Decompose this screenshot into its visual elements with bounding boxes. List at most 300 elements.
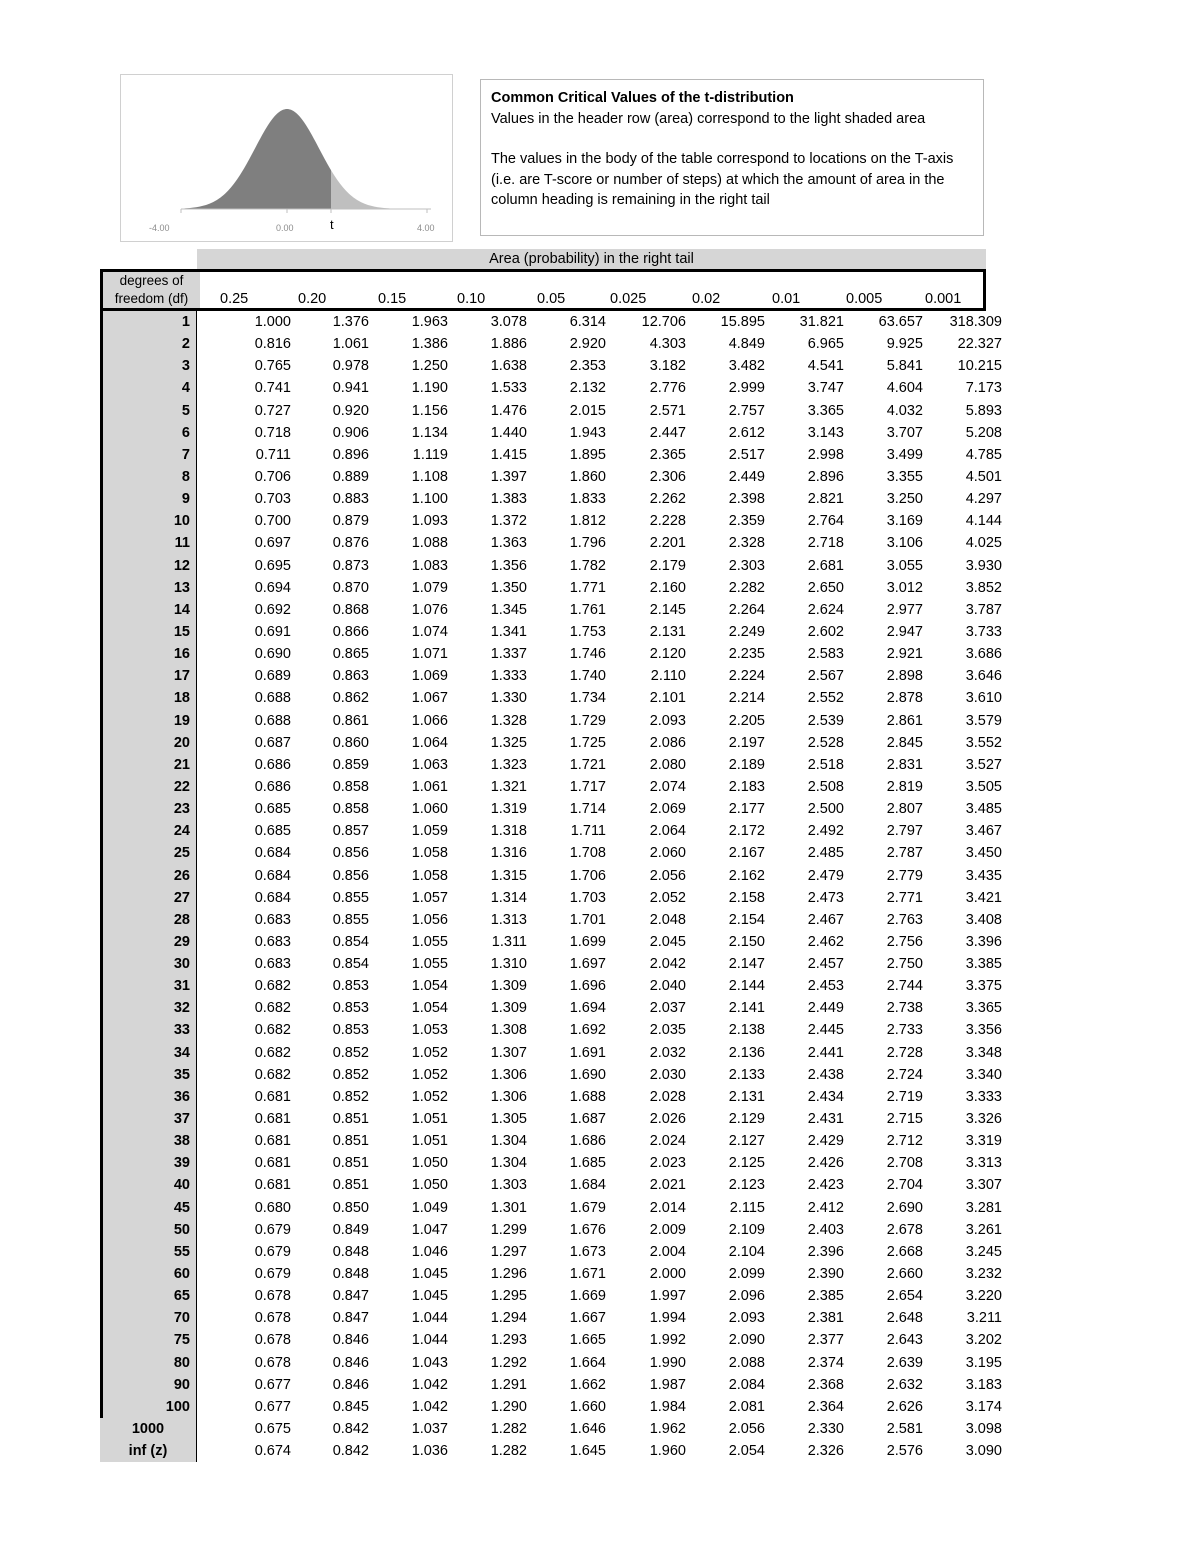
value-cell: 1.051 xyxy=(411,1111,448,1128)
value-cell: 2.132 xyxy=(569,380,606,397)
value-cell: 0.842 xyxy=(332,1421,369,1437)
value-cell: 0.852 xyxy=(332,1044,369,1061)
value-cell: 0.681 xyxy=(254,1111,291,1128)
df-cell: 20 xyxy=(173,734,190,751)
df-cell: 7 xyxy=(181,446,190,463)
table-row xyxy=(100,665,1002,687)
value-cell: 0.741 xyxy=(254,380,291,397)
value-cell: 1.311 xyxy=(491,933,527,950)
value-cell: 1.337 xyxy=(490,646,527,663)
value-cell: 2.438 xyxy=(807,1066,844,1083)
value-cell: 2.145 xyxy=(649,601,686,618)
value-cell: 2.147 xyxy=(728,956,765,973)
value-cell: 1.782 xyxy=(569,557,606,574)
value-cell: 3.787 xyxy=(965,601,1002,618)
value-cell: 2.141 xyxy=(728,1000,765,1017)
value-cell: 1.299 xyxy=(490,1221,527,1238)
table-row xyxy=(100,444,1002,466)
value-cell: 1.691 xyxy=(569,1044,606,1061)
value-cell: 1.990 xyxy=(649,1354,686,1371)
value-cell: 1.833 xyxy=(569,491,606,508)
value-cell: 0.854 xyxy=(332,956,369,973)
value-cell: 2.719 xyxy=(886,1088,923,1105)
value-cell: 1.796 xyxy=(569,535,606,552)
value-cell: 1.050 xyxy=(411,1155,448,1172)
value-cell: 2.101 xyxy=(649,690,686,707)
value-cell: 3.610 xyxy=(965,690,1002,707)
value-cell: 1.701 xyxy=(569,911,606,928)
table-row xyxy=(100,643,1002,665)
value-cell: 2.129 xyxy=(728,1111,765,1128)
value-cell: 1.037 xyxy=(411,1421,448,1437)
value-cell: 0.879 xyxy=(332,513,369,530)
value-cell: 2.037 xyxy=(649,1000,686,1017)
value-cell: 2.690 xyxy=(886,1199,923,1216)
value-cell: 2.042 xyxy=(649,956,686,973)
value-cell: 1.303 xyxy=(490,1177,527,1194)
value-cell: 4.849 xyxy=(728,336,765,353)
value-cell: 2.189 xyxy=(728,756,765,773)
value-cell: 1.706 xyxy=(569,867,606,884)
table-row xyxy=(100,754,1002,776)
value-cell: 2.015 xyxy=(569,402,606,419)
value-cell: 0.700 xyxy=(254,513,291,530)
df-header-line2: freedom (df) xyxy=(114,291,189,306)
value-cell: 4.297 xyxy=(965,491,1002,508)
df-cell: 65 xyxy=(173,1288,190,1305)
value-cell: 0.689 xyxy=(254,668,291,685)
df-cell: 50 xyxy=(173,1221,190,1238)
value-cell: 1.962 xyxy=(649,1421,686,1437)
value-cell: 1.717 xyxy=(569,778,606,795)
df-cell: 33 xyxy=(173,1022,190,1039)
df-header xyxy=(103,272,200,308)
value-cell: 3.408 xyxy=(965,911,1002,928)
value-cell: 3.365 xyxy=(965,1000,1002,1017)
value-cell: 1.056 xyxy=(411,911,448,928)
value-cell: 0.685 xyxy=(254,823,291,840)
value-cell: 2.326 xyxy=(807,1443,844,1460)
value-cell: 2.462 xyxy=(807,933,844,950)
value-cell: 2.183 xyxy=(728,778,765,795)
value-cell: 2.093 xyxy=(649,712,686,729)
value-cell: 2.385 xyxy=(807,1288,844,1305)
value-cell: 2.708 xyxy=(886,1155,923,1172)
table-row xyxy=(100,820,1002,842)
value-cell: 3.245 xyxy=(965,1243,1002,1260)
t-curve-right-tail-area xyxy=(331,170,431,209)
value-cell: 2.303 xyxy=(728,557,765,574)
value-cell: 3.098 xyxy=(965,1421,1002,1437)
value-cell: 1.055 xyxy=(411,956,448,973)
df-cell: inf (z) xyxy=(100,1440,197,1462)
value-cell: 0.870 xyxy=(332,579,369,596)
table-row xyxy=(100,621,1002,643)
value-cell: 2.328 xyxy=(728,535,765,552)
value-cell: 0.678 xyxy=(254,1332,291,1349)
value-cell: 2.624 xyxy=(807,601,844,618)
value-cell: 2.084 xyxy=(728,1376,765,1393)
value-cell: 2.977 xyxy=(886,601,923,618)
value-cell: 2.457 xyxy=(807,956,844,973)
value-cell: 1.383 xyxy=(490,491,527,508)
value-cell: 1.943 xyxy=(569,424,606,441)
value-cell: 2.441 xyxy=(807,1044,844,1061)
value-cell: 1.963 xyxy=(411,314,448,330)
value-cell: 0.866 xyxy=(332,623,369,640)
value-cell: 2.668 xyxy=(886,1243,923,1260)
table-row xyxy=(100,1418,1002,1440)
value-cell: 0.855 xyxy=(332,911,369,928)
value-cell: 0.678 xyxy=(254,1354,291,1371)
df-cell: 17 xyxy=(173,668,190,685)
value-cell: 1.771 xyxy=(569,579,606,596)
value-cell: 1.134 xyxy=(411,424,448,441)
value-cell: 2.123 xyxy=(728,1177,765,1194)
value-cell: 3.183 xyxy=(965,1376,1002,1393)
value-cell: 1.053 xyxy=(411,1022,448,1039)
value-cell: 0.851 xyxy=(332,1111,369,1128)
df-cell: 40 xyxy=(173,1177,190,1194)
df-cell: 6 xyxy=(181,424,190,441)
df-cell: 29 xyxy=(173,933,190,950)
value-cell: 2.074 xyxy=(649,778,686,795)
value-cell: 2.167 xyxy=(728,845,765,862)
column-header: 0.05 xyxy=(537,291,566,307)
value-cell: 3.385 xyxy=(965,956,1002,973)
value-cell: 1.397 xyxy=(490,468,527,485)
value-cell: 3.281 xyxy=(965,1199,1002,1216)
df-cell: 12 xyxy=(173,557,190,574)
value-cell: 0.856 xyxy=(332,845,369,862)
value-cell: 1.356 xyxy=(490,557,527,574)
table-row xyxy=(100,1263,1002,1285)
value-cell: 1.000 xyxy=(254,314,291,330)
value-cell: 0.682 xyxy=(254,978,291,995)
value-cell: 2.127 xyxy=(728,1133,765,1150)
value-cell: 22.327 xyxy=(957,336,1002,353)
table-row xyxy=(100,488,1002,510)
value-cell: 1.321 xyxy=(490,778,527,795)
value-cell: 1.664 xyxy=(569,1354,606,1371)
value-cell: 1.895 xyxy=(569,446,606,463)
df-cell: 28 xyxy=(173,911,190,928)
value-cell: 0.686 xyxy=(254,756,291,773)
df-cell: 35 xyxy=(173,1066,190,1083)
value-cell: 1.363 xyxy=(490,535,527,552)
value-cell: 0.684 xyxy=(254,889,291,906)
value-cell: 2.028 xyxy=(649,1088,686,1105)
value-cell: 2.249 xyxy=(728,623,765,640)
table-row xyxy=(100,1307,1002,1329)
value-cell: 1.282 xyxy=(490,1443,527,1460)
value-cell: 1.069 xyxy=(411,668,448,685)
value-cell: 1.301 xyxy=(490,1199,527,1216)
value-cell: 2.412 xyxy=(807,1199,844,1216)
value-cell: 0.865 xyxy=(332,646,369,663)
table-row xyxy=(100,1042,1002,1064)
value-cell: 3.482 xyxy=(728,358,765,375)
value-cell: 4.604 xyxy=(886,380,923,397)
value-cell: 2.040 xyxy=(649,978,686,995)
value-cell: 0.678 xyxy=(254,1288,291,1305)
value-cell: 2.831 xyxy=(886,756,923,773)
value-cell: 0.679 xyxy=(254,1243,291,1260)
value-cell: 1.372 xyxy=(490,513,527,530)
value-cell: 0.852 xyxy=(332,1088,369,1105)
value-cell: 1.076 xyxy=(411,601,448,618)
value-cell: 2.390 xyxy=(807,1266,844,1283)
value-cell: 1.058 xyxy=(411,867,448,884)
value-cell: 0.687 xyxy=(254,734,291,751)
df-cell: 4 xyxy=(181,380,190,397)
value-cell: 0.684 xyxy=(254,867,291,884)
value-cell: 1.064 xyxy=(411,734,448,751)
df-cell: 10 xyxy=(173,513,190,530)
table-row xyxy=(100,953,1002,975)
value-cell: 0.861 xyxy=(332,712,369,729)
value-cell: 0.690 xyxy=(254,646,291,663)
value-cell: 1.304 xyxy=(490,1155,527,1172)
value-cell: 2.048 xyxy=(649,911,686,928)
column-header: 0.001 xyxy=(925,291,962,307)
df-cell: 30 xyxy=(173,956,190,973)
value-cell: 2.654 xyxy=(886,1288,923,1305)
value-cell: 2.262 xyxy=(649,491,686,508)
table-row xyxy=(100,1241,1002,1263)
df-cell: 19 xyxy=(173,712,190,729)
df-cell: 27 xyxy=(173,889,190,906)
value-cell: 1.108 xyxy=(411,468,448,485)
value-cell: 1.293 xyxy=(490,1332,527,1349)
value-cell: 3.232 xyxy=(965,1266,1002,1283)
value-cell: 1.673 xyxy=(569,1243,606,1260)
value-cell: 2.602 xyxy=(807,623,844,640)
value-cell: 1.679 xyxy=(569,1199,606,1216)
value-cell: 3.467 xyxy=(965,823,1002,840)
value-cell: 1.052 xyxy=(411,1044,448,1061)
value-cell: 1.708 xyxy=(569,845,606,862)
value-cell: 1.386 xyxy=(411,336,448,353)
value-cell: 2.467 xyxy=(807,911,844,928)
value-cell: 2.528 xyxy=(807,734,844,751)
value-cell: 6.965 xyxy=(807,336,844,353)
column-header: 0.01 xyxy=(772,291,801,307)
value-cell: 2.447 xyxy=(649,424,686,441)
value-cell: 2.377 xyxy=(807,1332,844,1349)
table-header-row xyxy=(100,269,986,311)
value-cell: 2.733 xyxy=(886,1022,923,1039)
value-cell: 2.086 xyxy=(649,734,686,751)
value-cell: 3.012 xyxy=(886,579,923,596)
value-cell: 0.851 xyxy=(332,1177,369,1194)
table-row xyxy=(100,510,1002,532)
value-cell: 2.131 xyxy=(649,623,686,640)
value-cell: 1.054 xyxy=(411,978,448,995)
df-cell: 18 xyxy=(173,690,190,707)
value-cell: 1.690 xyxy=(569,1066,606,1083)
value-cell: 1.341 xyxy=(490,623,527,640)
info-box xyxy=(480,79,984,236)
value-cell: 0.876 xyxy=(332,535,369,552)
value-cell: 0.682 xyxy=(254,1022,291,1039)
value-cell: 2.434 xyxy=(807,1088,844,1105)
value-cell: 2.158 xyxy=(728,889,765,906)
value-cell: 3.261 xyxy=(965,1221,1002,1238)
value-cell: 2.403 xyxy=(807,1221,844,1238)
value-cell: 0.683 xyxy=(254,956,291,973)
df-cell: 31 xyxy=(173,978,190,995)
table-row xyxy=(100,1374,1002,1396)
table-row xyxy=(100,355,1002,377)
value-cell: 2.056 xyxy=(649,867,686,884)
value-cell: 1.060 xyxy=(411,801,448,818)
value-cell: 1.059 xyxy=(411,823,448,840)
value-cell: 0.863 xyxy=(332,668,369,685)
value-cell: 2.449 xyxy=(807,1000,844,1017)
value-cell: 1.307 xyxy=(490,1044,527,1061)
value-cell: 0.920 xyxy=(332,402,369,419)
df-cell: 70 xyxy=(173,1310,190,1327)
value-cell: 3.421 xyxy=(965,889,1002,906)
value-cell: 1.667 xyxy=(569,1310,606,1327)
df-cell: 15 xyxy=(173,623,190,640)
value-cell: 0.853 xyxy=(332,1000,369,1017)
value-cell: 2.660 xyxy=(886,1266,923,1283)
t-distribution-plot xyxy=(121,75,452,241)
value-cell: 0.681 xyxy=(254,1155,291,1172)
value-cell: 2.264 xyxy=(728,601,765,618)
table-row xyxy=(100,887,1002,909)
value-cell: 2.024 xyxy=(649,1133,686,1150)
value-cell: 1.292 xyxy=(490,1354,527,1371)
value-cell: 2.054 xyxy=(728,1443,765,1460)
value-cell: 2.115 xyxy=(729,1199,765,1216)
value-cell: 1.083 xyxy=(411,557,448,574)
value-cell: 0.883 xyxy=(332,491,369,508)
value-cell: 2.120 xyxy=(649,646,686,663)
value-cell: 1.729 xyxy=(569,712,606,729)
table-row xyxy=(100,1219,1002,1241)
table-row xyxy=(100,1440,1002,1462)
value-cell: 2.381 xyxy=(807,1310,844,1327)
value-cell: 1.315 xyxy=(490,867,527,884)
table-row xyxy=(100,1019,1002,1041)
value-cell: 1.960 xyxy=(649,1443,686,1460)
value-cell: 2.429 xyxy=(807,1133,844,1150)
value-cell: 3.319 xyxy=(965,1133,1002,1150)
value-cell: 1.051 xyxy=(411,1133,448,1150)
table-row xyxy=(100,842,1002,864)
value-cell: 1.079 xyxy=(411,579,448,596)
value-cell: 2.032 xyxy=(649,1044,686,1061)
value-cell: 0.858 xyxy=(332,778,369,795)
value-cell: 1.711 xyxy=(570,823,606,840)
value-cell: 2.021 xyxy=(649,1177,686,1194)
value-cell: 3.143 xyxy=(807,424,844,441)
value-cell: 1.119 xyxy=(412,446,448,463)
df-cell: 23 xyxy=(173,801,190,818)
value-cell: 1.662 xyxy=(569,1376,606,1393)
value-cell: 2.571 xyxy=(649,402,686,419)
table-row xyxy=(100,975,1002,997)
value-cell: 1.042 xyxy=(411,1398,448,1415)
value-cell: 1.669 xyxy=(569,1288,606,1305)
column-header: 0.02 xyxy=(692,291,721,307)
value-cell: 2.150 xyxy=(728,933,765,950)
value-cell: 3.169 xyxy=(886,513,923,530)
column-header: 0.005 xyxy=(846,291,883,307)
value-cell: 0.816 xyxy=(254,336,291,353)
value-cell: 2.154 xyxy=(728,911,765,928)
df-cell: 55 xyxy=(173,1243,190,1260)
value-cell: 0.727 xyxy=(254,402,291,419)
value-cell: 1.055 xyxy=(411,933,448,950)
value-cell: 2.650 xyxy=(807,579,844,596)
value-cell: 2.398 xyxy=(728,491,765,508)
value-cell: 2.160 xyxy=(649,579,686,596)
value-cell: 1.316 xyxy=(490,845,527,862)
value-cell: 1.306 xyxy=(490,1088,527,1105)
value-cell: 0.856 xyxy=(332,867,369,884)
value-cell: 1.699 xyxy=(569,933,606,950)
df-cell: 2 xyxy=(181,336,190,353)
value-cell: 3.250 xyxy=(886,491,923,508)
value-cell: 0.842 xyxy=(332,1443,369,1460)
value-cell: 1.984 xyxy=(649,1398,686,1415)
value-cell: 2.445 xyxy=(807,1022,844,1039)
value-cell: 0.853 xyxy=(332,978,369,995)
table-row xyxy=(100,400,1002,422)
value-cell: 2.374 xyxy=(807,1354,844,1371)
value-cell: 1.309 xyxy=(490,978,527,995)
value-cell: 2.060 xyxy=(649,845,686,862)
value-cell: 0.906 xyxy=(332,424,369,441)
value-cell: 2.517 xyxy=(728,446,765,463)
value-cell: 1.319 xyxy=(490,801,527,818)
value-cell: 2.821 xyxy=(807,491,844,508)
value-cell: 0.852 xyxy=(332,1066,369,1083)
value-cell: 0.711 xyxy=(255,446,291,463)
value-cell: 2.861 xyxy=(886,712,923,729)
value-cell: 0.681 xyxy=(254,1133,291,1150)
value-cell: 1.761 xyxy=(569,601,606,618)
value-cell: 2.009 xyxy=(649,1221,686,1238)
value-cell: 1.190 xyxy=(411,380,448,397)
info-title: Common Critical Values of the t-distribution xyxy=(491,90,794,106)
value-cell: 2.365 xyxy=(649,446,686,463)
df-cell: 80 xyxy=(173,1354,190,1371)
value-cell: 1.305 xyxy=(490,1111,527,1128)
value-cell: 31.821 xyxy=(799,314,844,330)
table-row xyxy=(100,710,1002,732)
value-cell: 7.173 xyxy=(965,380,1002,397)
value-cell: 2.368 xyxy=(807,1376,844,1393)
value-cell: 0.683 xyxy=(254,933,291,950)
value-cell: 3.078 xyxy=(490,314,527,330)
value-cell: 2.088 xyxy=(728,1354,765,1371)
value-cell: 2.757 xyxy=(728,402,765,419)
value-cell: 5.841 xyxy=(886,358,923,375)
value-cell: 0.889 xyxy=(332,468,369,485)
value-cell: 2.539 xyxy=(807,712,844,729)
value-cell: 1.350 xyxy=(490,579,527,596)
value-cell: 1.533 xyxy=(490,380,527,397)
value-cell: 1.746 xyxy=(569,646,606,663)
df-cell: 37 xyxy=(173,1111,190,1128)
table-row xyxy=(100,1108,1002,1130)
df-cell: 5 xyxy=(181,402,190,419)
